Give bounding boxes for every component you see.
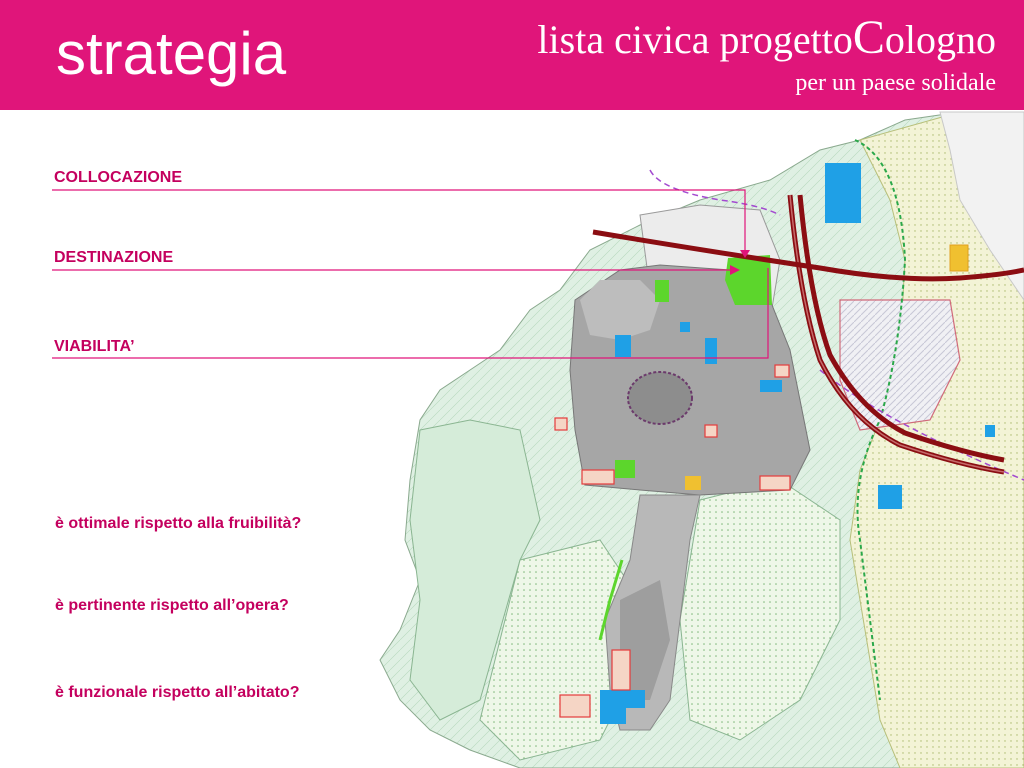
header-bar (0, 0, 1024, 110)
label-collocazione: COLLOCAZIONE (54, 169, 182, 186)
question-funzionalita: è funzionale rispetto all’abitato? (55, 684, 300, 701)
brand-prefix: lista civica progetto (537, 17, 853, 62)
question-fruibilita: è ottimale rispetto alla fruibilità? (55, 515, 302, 532)
brand-tagline: per un paese solidale (795, 70, 996, 96)
brand-name (537, 11, 996, 64)
slide-title: strategia (56, 20, 287, 87)
brand-logo (537, 11, 996, 98)
label-viabilita: VIABILITA’ (54, 338, 135, 355)
brand-suffix: ologno (884, 17, 996, 62)
question-pertinenza: è pertinente rispetto all’opera? (55, 597, 289, 614)
brand-initial: C (852, 11, 885, 64)
label-destinazione: DESTINAZIONE (54, 249, 174, 266)
town-plan-map (0, 110, 1024, 768)
